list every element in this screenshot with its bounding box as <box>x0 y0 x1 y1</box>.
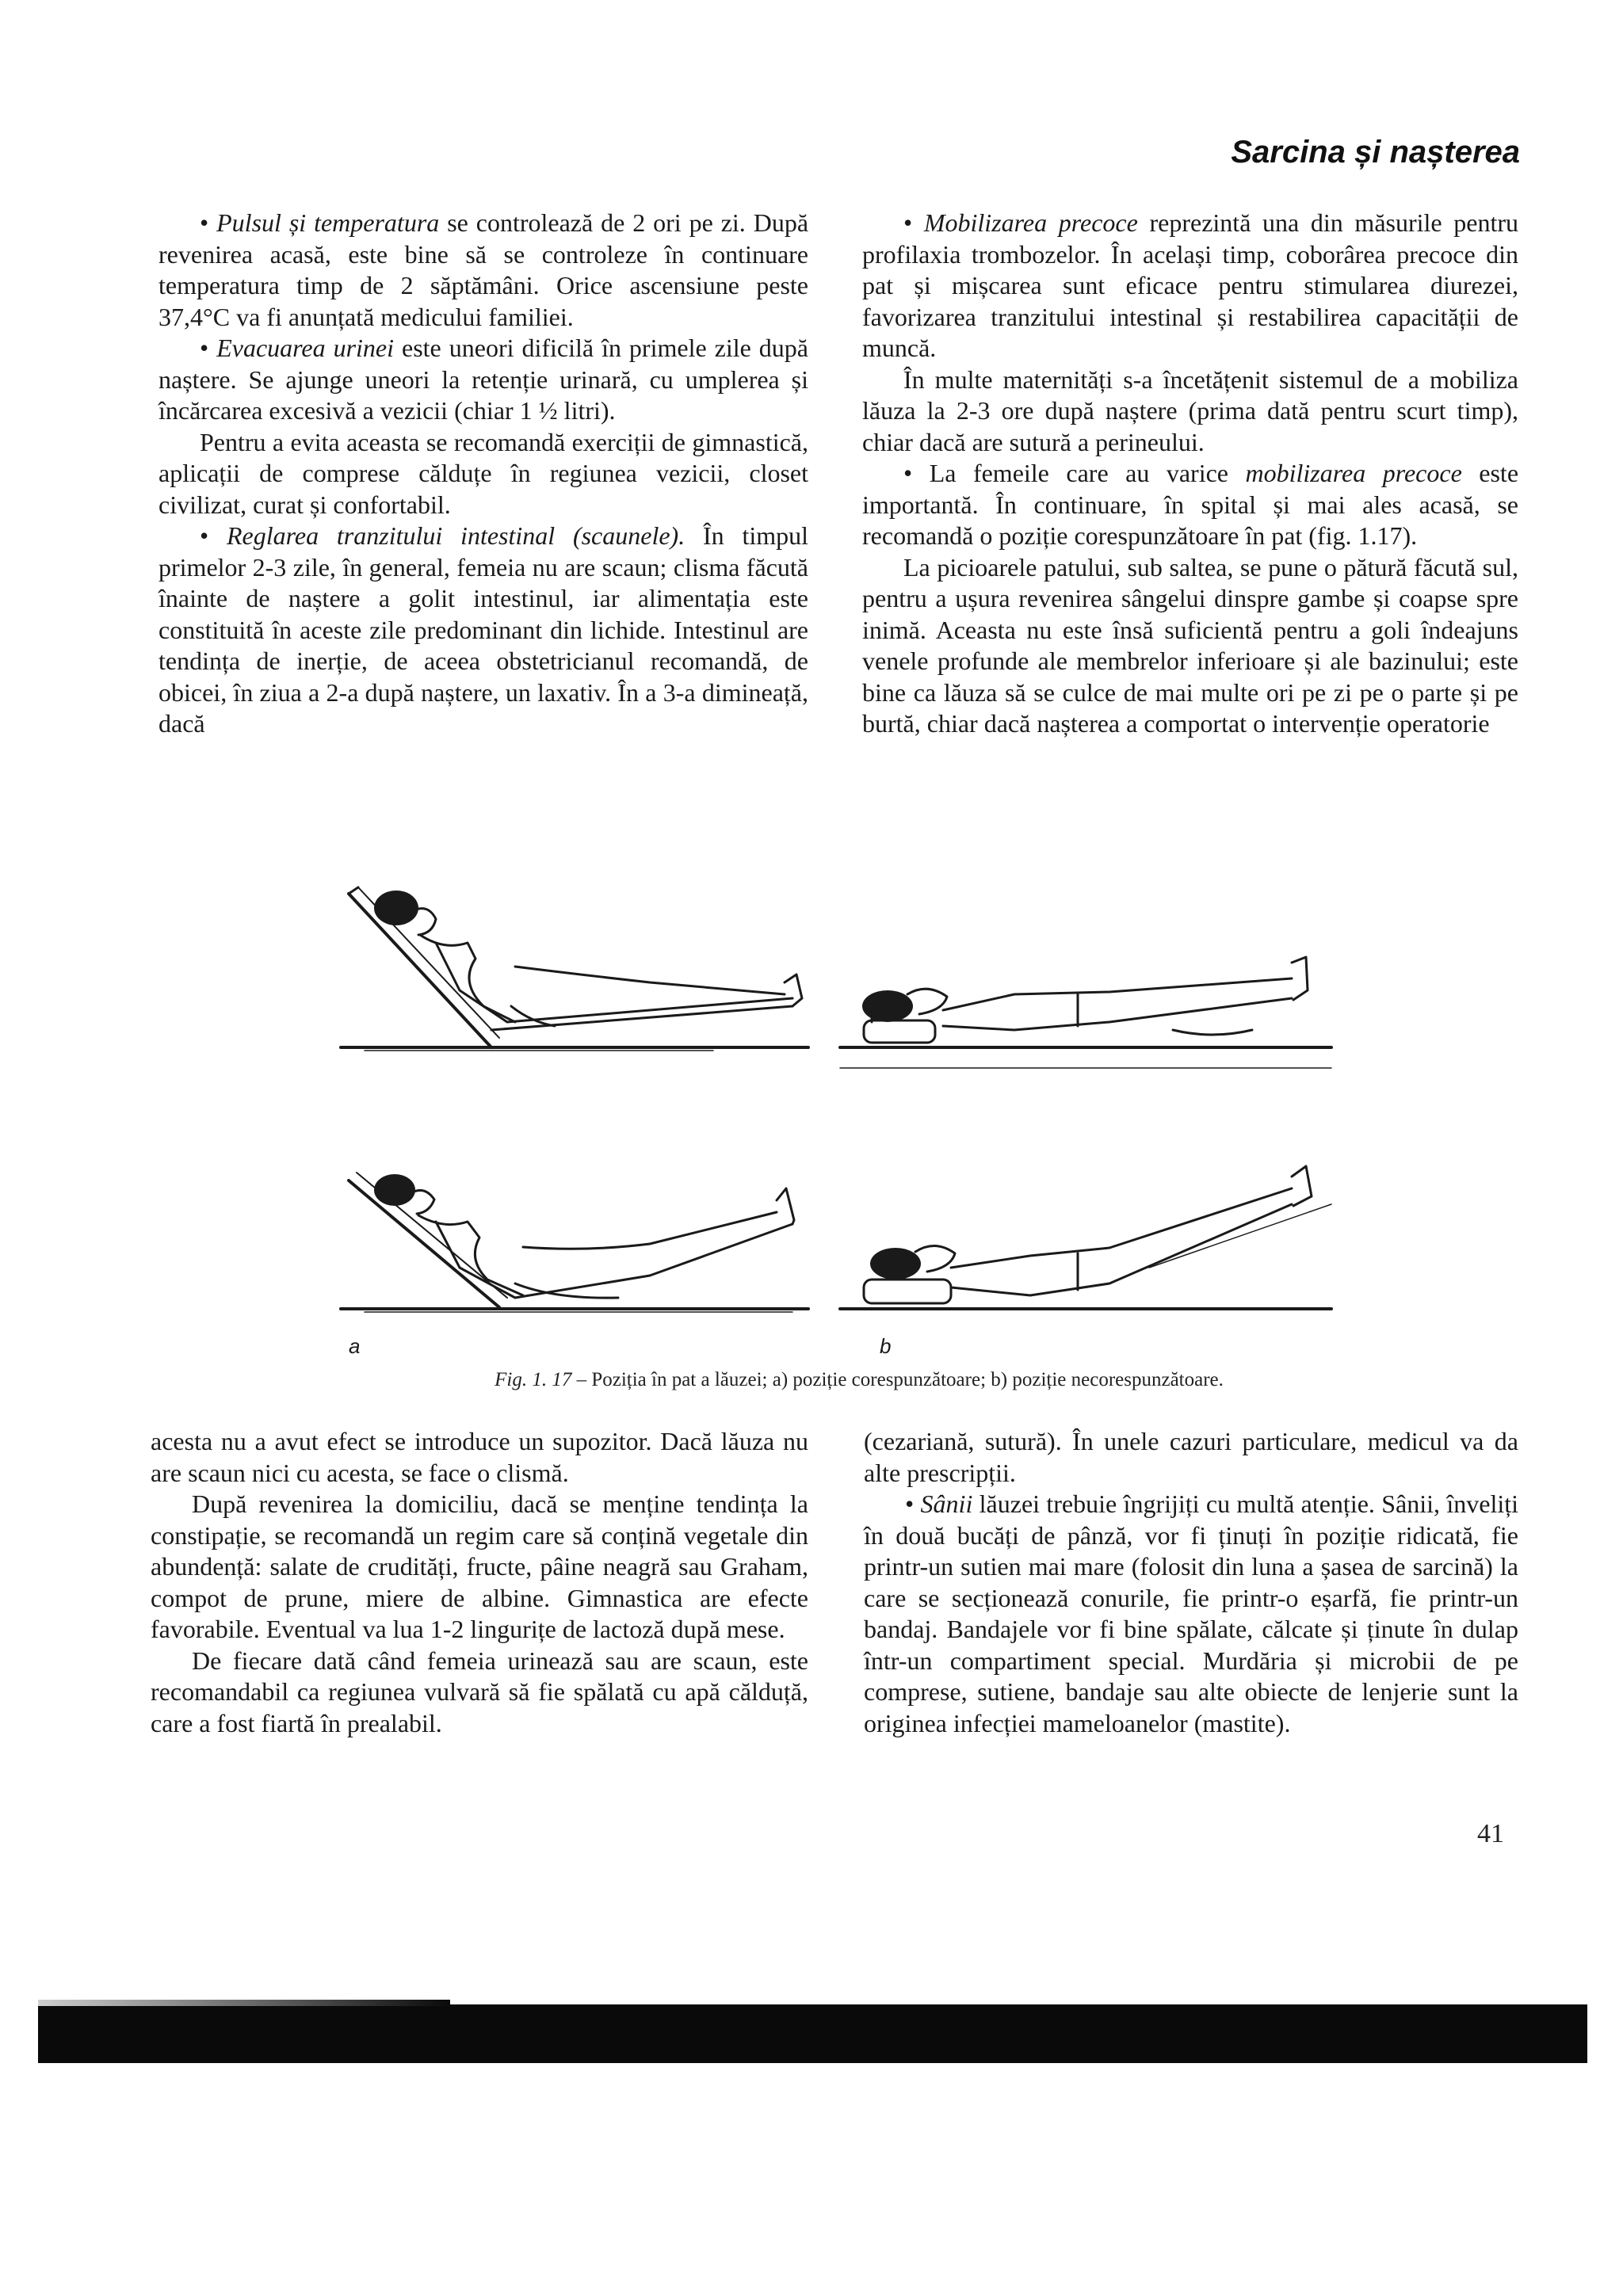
illustration-b-top <box>840 957 1331 1068</box>
paragraph: Pentru a evita aceasta se recomandă exerciții de gimnastică, aplicații de comprese călduțe în regiunea vezicii, closet civilizat, curat și confortabil. <box>158 427 808 519</box>
illustration-a-bottom <box>341 1173 808 1312</box>
paragraph-text: este importantă. În continuare, în spital și mai ales acasă, se recomandă o poziție corespunzătoare în pat (fig. 1.17). <box>862 459 1519 550</box>
emphasis: Pulsul și temperatura <box>216 208 440 237</box>
paragraph: acesta nu a avut efect se introduce un supozitor. Dacă lăuza nu are scaun nici cu acesta, se face o clismă. <box>151 1427 808 1487</box>
figure-caption-text: – Poziția în pat a lăuzei; a) poziție corespunzătoare; b) poziție necorespunzătoare. <box>571 1369 1224 1390</box>
page-number: 41 <box>1477 1819 1504 1848</box>
emphasis: Evacuarea urinei <box>216 334 395 362</box>
paragraph-text: În timpul primelor 2-3 zile, în general, femeia nu are scaun; clisma făcută înainte de naștere a golit intestinul, iar alimentația este constituită în aceste zile predominant din lichide. Intestinul are tendința de inerție, de aceea obstetricianul recomandă, de obicei, în ziua a 2-a după naștere, un laxativ. În a 3-a dimineață, dacă <box>158 521 809 738</box>
figure-label-b: b <box>880 1334 892 1358</box>
bullet <box>200 521 227 550</box>
paragraph: (cezariană, sutură). În unele cazuri particulare, medicul va da alte prescripții. <box>864 1427 1518 1487</box>
paragraph-text: lăuzei trebuie îngrijiți cu multă atenție. Sânii, înveliți în două bucăți de pânză, vor fi ținuți în poziție ridicată, fie printr-un sutien mai mare (folosit din luna a șasea de sarcină) la care se secționează conurile, fie printr-o eșarfă, fie printr-un bandaj. Bandajele vor fi bine spălate, călcate și ținute în dulap într-un compartiment special. Murdăria și microbii de pe comprese, sutiene, bandaje sau alte obiecte de lenjerie sunt la originea infecției mameloanelor (mastite). <box>864 1489 1519 1737</box>
paragraph-text: reprezintă una din măsurile pentru profilaxia trombozelor. În același timp, coborârea precoce din pat și mișcarea sunt eficace pentru stimularea diurezei, favorizarea tranzitului intestinal și restabilirea capacității de muncă. <box>862 208 1519 362</box>
figure-caption <box>0 1369 1623 1391</box>
bullet <box>905 1489 921 1518</box>
illustration-a-top <box>341 887 808 1051</box>
paragraph <box>158 333 808 427</box>
emphasis: Reglarea tranzitului intestinal (scaunele). <box>227 521 685 550</box>
illustration-b-bottom <box>840 1166 1331 1309</box>
bullet <box>903 208 924 237</box>
emphasis: Mobilizarea precoce <box>923 208 1138 237</box>
paragraph <box>864 1489 1518 1739</box>
paragraph: De fiecare dată când femeia urinează sau are scaun, este recomandabil ca regiunea vulvară să fie spălată cu apă călduță, care a fost fiartă în prealabil. <box>151 1646 808 1737</box>
scan-edge-bar <box>38 2004 1587 2063</box>
paragraph <box>158 521 808 740</box>
bullet <box>903 459 930 487</box>
figure-bed-positions <box>317 864 1347 1371</box>
paragraph: După revenirea la domiciliu, dacă se menține tendința la constipație, se recomandă un regim care să conțină vegetale din abundență: salate de crudități, fructe, pâine neagră sau Graham, compot de prune, miere de albine. Gimnastica are efecte favorabile. Eventual va lua 1-2 lingurițe de lactoză după mese. <box>151 1489 808 1643</box>
paragraph <box>862 208 1518 364</box>
paragraph-text: La femeile care au varice <box>929 459 1246 487</box>
paragraph: La picioarele patului, sub saltea, se pune o pătură făcută sul, pentru a ușura revenirea sângelui dinspre gambe și coapse spre inimă. Aceasta nu este însă suficientă pentru a goli îndeajuns venele profunde ale membrelor inferioare și ale bazinului; este bine ca lăuza să se culce de mai multe ori pe zi pe o parte și pe burtă, chiar dacă nașterea a comportat o intervenție operatorie <box>862 552 1518 738</box>
figure-caption-label: Fig. 1. 17 <box>495 1369 572 1390</box>
paragraph <box>862 458 1518 552</box>
running-head: Sarcina și nașterea <box>1231 135 1520 170</box>
paragraph-text: este uneori dificilă în primele zile după naștere. Se ajunge uneori la retenție urinară, cu umplerea și încărcarea excesivă a vezicii (chiar 1 ½ litri). <box>158 334 809 425</box>
emphasis: mobilizarea precoce <box>1245 459 1462 487</box>
column-top-right <box>862 208 1518 740</box>
paragraph <box>158 208 808 333</box>
bullet <box>200 208 216 237</box>
column-top-left <box>158 208 808 740</box>
bullet <box>200 334 216 362</box>
paragraph-text: se controlează de 2 ori pe zi. După revenirea acasă, este bine să se controleze în continuare temperatura timp de 2 săptămâni. Orice ascensiune peste 37,4°C va fi anunțată medicului familiei. <box>158 208 809 331</box>
emphasis: Sânii <box>920 1489 973 1518</box>
column-bottom-left <box>151 1426 808 1739</box>
paragraph: În multe maternități s-a încetățenit sistemul de a mobiliza lăuza la 2-3 ore după naștere (prima dată pentru scurt timp), chiar dacă are sutură a perineului. <box>862 364 1518 456</box>
column-bottom-right <box>864 1426 1518 1739</box>
figure-label-a: a <box>349 1334 361 1358</box>
